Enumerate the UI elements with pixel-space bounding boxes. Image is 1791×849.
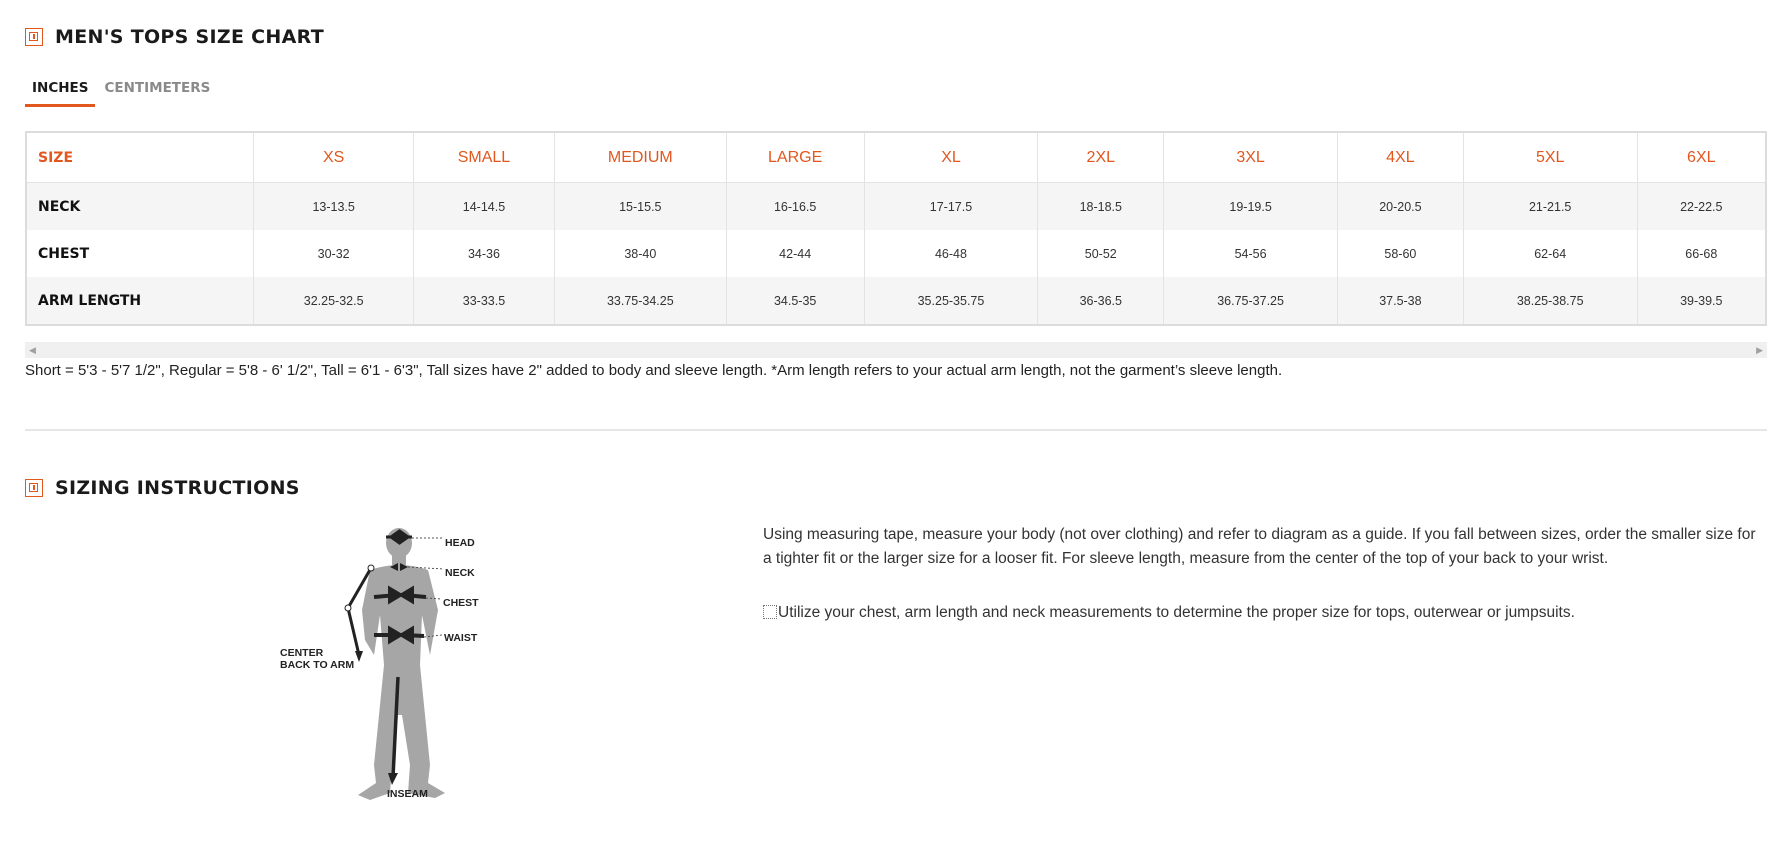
tab-centimeters[interactable]: CENTIMETERS (104, 80, 211, 96)
sizing-instructions-header (25, 477, 300, 499)
table-cell: 62-64 (1463, 230, 1637, 277)
diagram-label-inseam: INSEAM (387, 788, 428, 800)
table-cell: 38-40 (554, 230, 726, 277)
arrow-left-icon[interactable]: ◀ (29, 345, 36, 355)
table-row (26, 183, 1766, 231)
header-3xl: 3XL (1164, 132, 1338, 183)
sizing-instructions-title: SIZING INSTRUCTIONS (55, 477, 300, 499)
header-4xl: 4XL (1337, 132, 1463, 183)
table-cell: 34.5-35 (726, 277, 864, 325)
diagram-label-waist: WAIST (444, 632, 478, 644)
table-cell: 54-56 (1164, 230, 1338, 277)
diagram-label-neck: NECK (445, 567, 475, 579)
table-row (26, 230, 1766, 277)
table-horizontal-scrollbar[interactable] (25, 342, 1767, 358)
unit-tabs (25, 78, 219, 107)
header-size: SIZE (26, 132, 254, 183)
table-cell: 36.75-37.25 (1164, 277, 1338, 325)
table-cell: 38.25-38.75 (1463, 277, 1637, 325)
table-cell: 35.25-35.75 (864, 277, 1038, 325)
square-plus-icon (25, 479, 43, 497)
instructions-text (763, 523, 1763, 655)
instructions-paragraph-2 (763, 601, 1763, 625)
table-cell: 42-44 (726, 230, 864, 277)
header-2xl: 2XL (1038, 132, 1164, 183)
tab-inches[interactable]: INCHES (25, 78, 95, 107)
table-cell: 16-16.5 (726, 183, 864, 231)
diagram-label-chest: CHEST (443, 597, 479, 609)
instructions-paragraph-1: Using measuring tape, measure your body (not over clothing) and refer to diagram as a guide. If you fall between sizes, order the smaller size for a tighter fit or the larger size for a looser fit. For sleeve length, measure from the center of the top of your back to your wrist. (763, 526, 1756, 567)
table-cell: 33-33.5 (414, 277, 555, 325)
table-cell: 66-68 (1637, 230, 1766, 277)
table-cell: 22-22.5 (1637, 183, 1766, 231)
table-cell: 33.75-34.25 (554, 277, 726, 325)
header-large: LARGE (726, 132, 864, 183)
table-cell: 37.5-38 (1337, 277, 1463, 325)
measurement-diagram (270, 515, 500, 810)
table-cell: 15-15.5 (554, 183, 726, 231)
arrow-right-icon[interactable]: ▶ (1756, 345, 1763, 355)
row-label-chest: CHEST (26, 230, 254, 277)
table-cell: 39-39.5 (1637, 277, 1766, 325)
size-chart-header (25, 26, 324, 48)
table-cell: 13-13.5 (254, 183, 414, 231)
table-cell: 36-36.5 (1038, 277, 1164, 325)
size-table (25, 131, 1767, 326)
table-cell: 30-32 (254, 230, 414, 277)
table-row (26, 277, 1766, 325)
table-cell: 20-20.5 (1337, 183, 1463, 231)
table-cell: 21-21.5 (1463, 183, 1637, 231)
table-header-row (26, 132, 1766, 183)
diagram-label-head: HEAD (445, 537, 475, 549)
diagram-label-center: CENTER (280, 647, 324, 659)
diagram-label-back-to-arm: BACK TO ARM (280, 659, 355, 671)
header-xl: XL (864, 132, 1038, 183)
section-divider (25, 429, 1767, 431)
table-cell: 50-52 (1038, 230, 1164, 277)
header-small: SMALL (414, 132, 555, 183)
table-cell: 17-17.5 (864, 183, 1038, 231)
size-note: Short = 5'3 - 5'7 1/2", Regular = 5'8 - 6' 1/2", Tall = 6'1 - 6'3", Tall sizes have 2" added to body and sleeve length. *Arm length refers to your actual arm length, not the garment’s sleeve length. (25, 362, 1283, 379)
row-label-arm-length: ARM LENGTH (26, 277, 254, 325)
row-label-neck: NECK (26, 183, 254, 231)
instructions-paragraph-2-text: Utilize your chest, arm length and neck measurements to determine the proper size for tops, outerwear or jumpsuits. (778, 604, 1575, 621)
square-plus-icon (25, 28, 43, 46)
table-cell: 58-60 (1337, 230, 1463, 277)
size-table-container (25, 131, 1767, 326)
table-cell: 18-18.5 (1038, 183, 1164, 231)
table-cell: 46-48 (864, 230, 1038, 277)
table-cell: 32.25-32.5 (254, 277, 414, 325)
table-cell: 34-36 (414, 230, 555, 277)
missing-glyph-icon (763, 605, 777, 619)
size-chart-title: MEN'S TOPS SIZE CHART (55, 26, 324, 48)
table-cell: 19-19.5 (1164, 183, 1338, 231)
table-cell: 14-14.5 (414, 183, 555, 231)
header-5xl: 5XL (1463, 132, 1637, 183)
header-6xl: 6XL (1637, 132, 1766, 183)
header-xs: XS (254, 132, 414, 183)
header-medium: MEDIUM (554, 132, 726, 183)
